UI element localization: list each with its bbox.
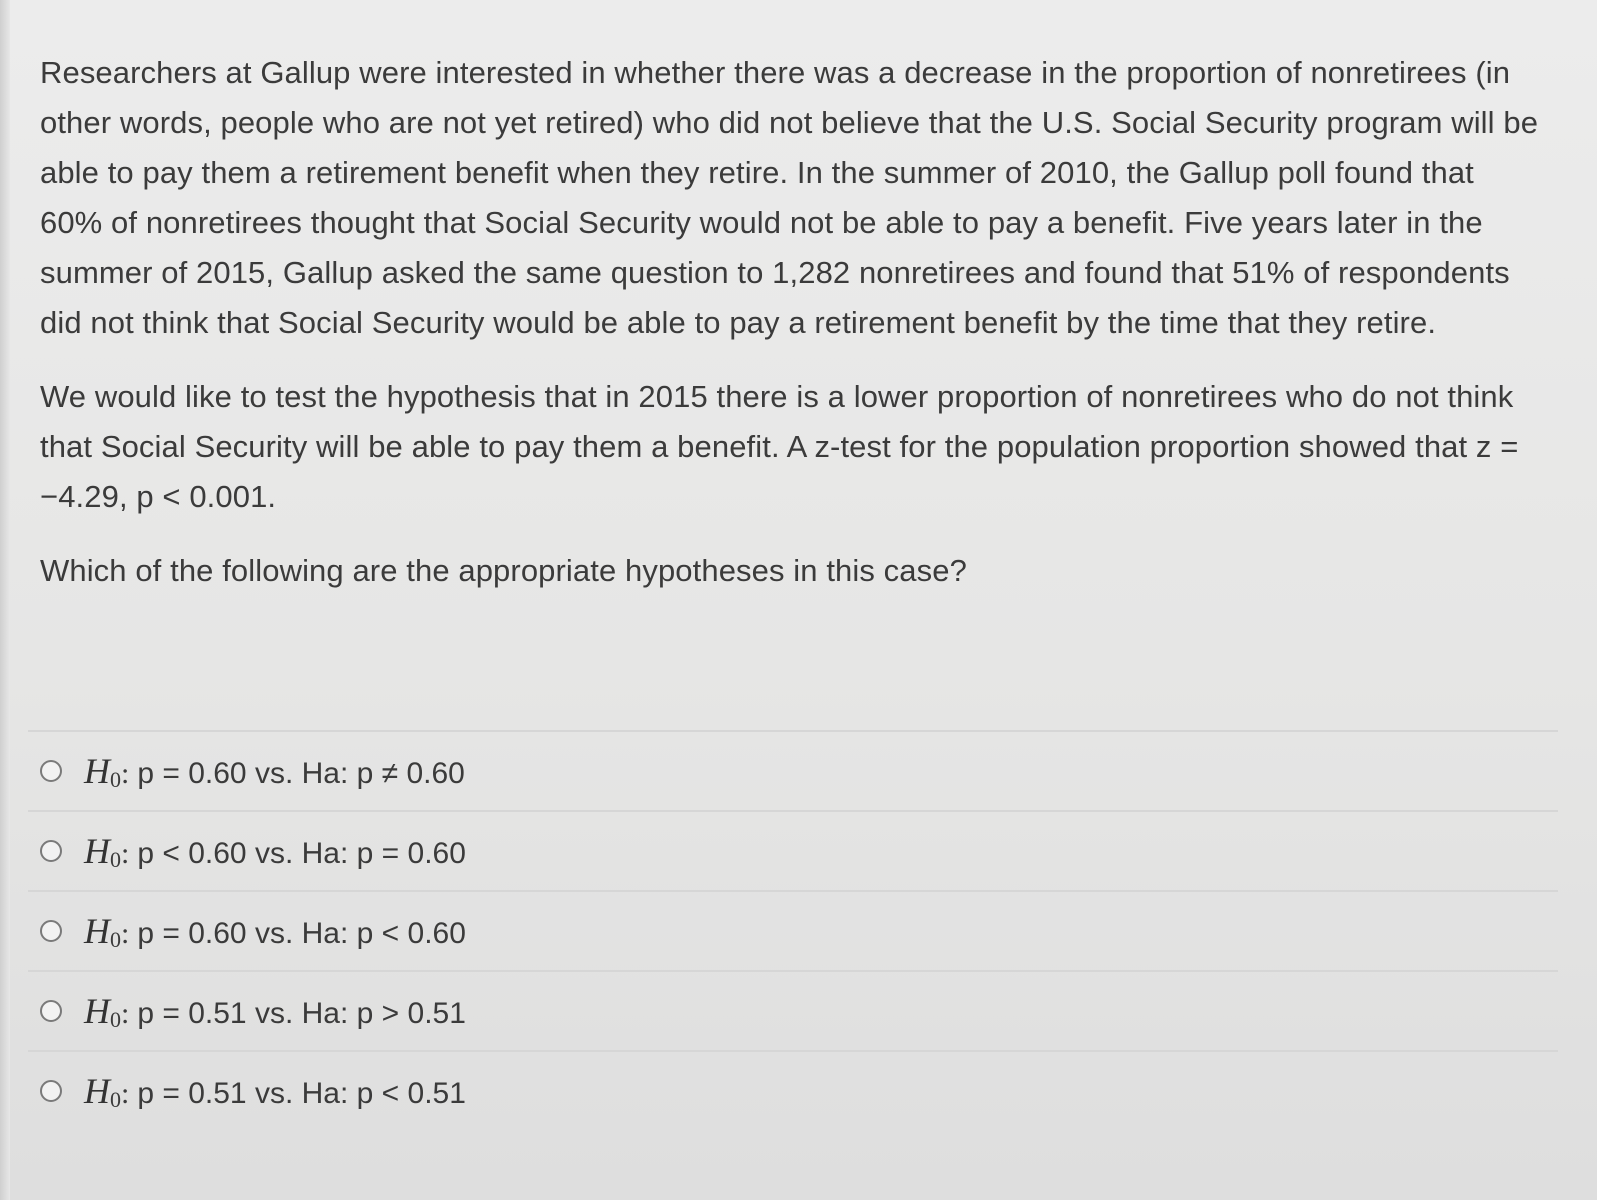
question-stem xyxy=(40,48,1540,620)
answer-option-5[interactable] xyxy=(28,1050,1558,1130)
answer-text: p = 0.60 vs. Ha: p ≠ 0.60 xyxy=(137,757,465,790)
h0-colon: : xyxy=(121,1077,130,1110)
answer-label xyxy=(84,750,465,792)
radio-button[interactable] xyxy=(40,760,62,782)
question-context-paragraph: Researchers at Gallup were interested in whether there was a decrease in the proportion of nonretirees (in other words, people who are not yet retired) who did not believe that the U.S. Social Security program will be able to pay them a retirement benefit when they retire. In the summer of 2010, the Gallup poll found that 60% of nonretirees thought that Social Security would not be able to pay a benefit. Five years later in the summer of 2015, Gallup asked the same question to 1,282 nonretirees and found that 51% of respondents did not think that Social Security would be able to pay a retirement benefit by the time that they retire. xyxy=(40,55,1539,340)
screen-edge xyxy=(0,0,10,1200)
h0-subscript: 0 xyxy=(110,927,121,952)
answer-option-3[interactable] xyxy=(28,890,1558,970)
radio-button[interactable] xyxy=(40,1080,62,1102)
h0-symbol: H xyxy=(84,751,110,791)
answer-text: p < 0.60 vs. Ha: p = 0.60 xyxy=(137,837,466,870)
question-prompt: Which of the following are the appropriate hypotheses in this case? xyxy=(40,553,967,588)
h0-subscript: 0 xyxy=(110,847,121,872)
answer-option-1[interactable] xyxy=(28,730,1558,810)
h0-symbol: H xyxy=(84,991,110,1031)
radio-button[interactable] xyxy=(40,920,62,942)
answer-label xyxy=(84,990,466,1032)
h0-colon: : xyxy=(121,837,130,870)
h0-symbol: H xyxy=(84,911,110,951)
answer-option-2[interactable] xyxy=(28,810,1558,890)
answer-label xyxy=(84,910,466,952)
h0-colon: : xyxy=(121,997,130,1030)
answer-label xyxy=(84,1070,466,1112)
radio-button[interactable] xyxy=(40,840,62,862)
answer-text: p = 0.60 vs. Ha: p < 0.60 xyxy=(137,917,466,950)
h0-colon: : xyxy=(121,917,130,950)
answer-options xyxy=(28,730,1558,1130)
question-test-paragraph: We would like to test the hypothesis that in 2015 there is a lower proportion of nonretirees who do not think that Social Security will be able to pay them a benefit. A z-test for the population proportion showed that z = −4.29, p < 0.001. xyxy=(40,379,1519,514)
h0-subscript: 0 xyxy=(110,1007,121,1032)
radio-button[interactable] xyxy=(40,1000,62,1022)
answer-text: p = 0.51 vs. Ha: p > 0.51 xyxy=(137,997,466,1030)
h0-subscript: 0 xyxy=(110,1087,121,1112)
answer-text: p = 0.51 vs. Ha: p < 0.51 xyxy=(137,1077,466,1110)
h0-colon: : xyxy=(121,757,130,790)
h0-subscript: 0 xyxy=(110,767,121,792)
h0-symbol: H xyxy=(84,1071,110,1111)
answer-label xyxy=(84,830,466,872)
answer-option-4[interactable] xyxy=(28,970,1558,1050)
h0-symbol: H xyxy=(84,831,110,871)
